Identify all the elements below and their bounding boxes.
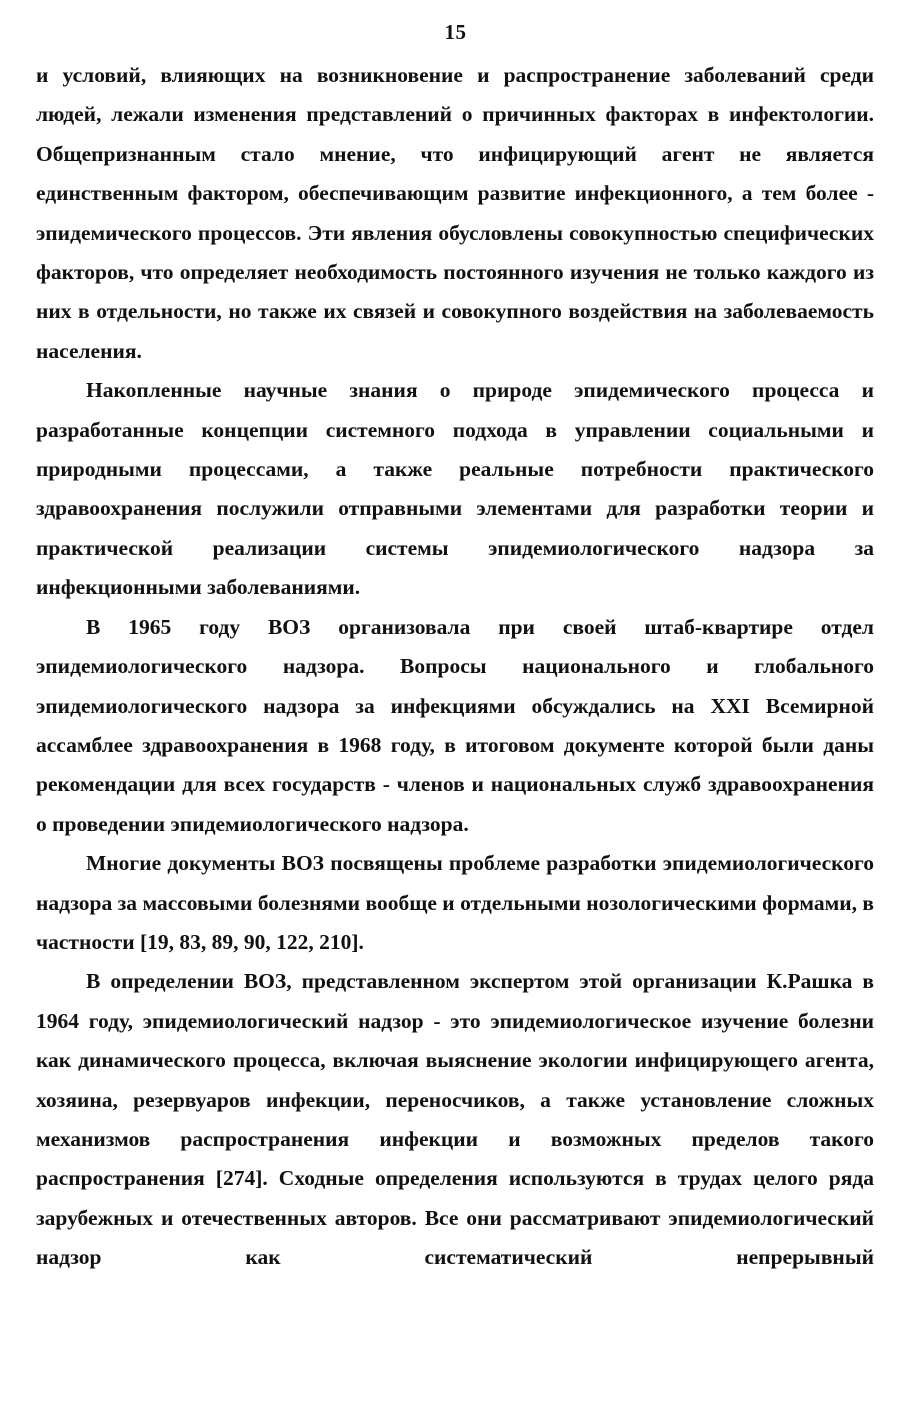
page-number: 15 bbox=[444, 20, 467, 44]
document-body bbox=[36, 56, 874, 1278]
paragraph-who-1965: В 1965 году ВОЗ организовала при своей штаб-квартире отдел эпидемиологического надзора. Вопросы национального и глобального эпидемиологического надзора за инфекциями обсуждались на XXI Всемирной ассамблее здравоохранения в 1968 году, в итоговом документе которой были даны рекомендации для всех государств - членов и национальных служб здравоохранения о проведении эпидемиологического надзора. bbox=[36, 614, 874, 836]
paragraph-who-definition: В определении ВОЗ, представленном экспертом этой организации К.Рашка в 1964 году, эпидемиологический надзор - это эпидемиологическое изучение болезни как динамического процесса, включая выяснение экологии инфицирующего агента, хозяина, резервуаров инфекции, переносчиков, а также установление сложных механизмов распространения инфекции и возможных пределов такого распространения [274]. Сходные определения используются в трудах целого ряда зарубежных и отечественных авторов. Все они рассматривают эпидемиологический надзор как систематический непрерывный bbox=[36, 969, 874, 1270]
paragraph-continuation: и условий, влияющих на возникновение и распространение заболеваний среди людей, лежали изменения представлений о причинных факторах в инфектологии. Общепризнанным стало мнение, что инфицирующий агент не является единственным фактором, обеспечивающим развитие инфекционного, а тем более - эпидемического процессов. Эти явления обусловлены совокупностью специфических факторов, что определяет необходимость постоянного изучения не только каждого из них в отдельности, но также их связей и совокупного воздействия на заболеваемость населения. bbox=[36, 63, 874, 363]
paragraph-scientific-knowledge: Накопленные научные знания о природе эпидемического процесса и разработанные концепции системного подхода в управлении социальными и природными процессами, а также реальные потребности практического здравоохранения послужили отправными элементами для разработки теории и практической реализации системы эпидемиологического надзора за инфекционными заболеваниями. bbox=[36, 378, 874, 600]
paragraph-who-documents: Многие документы ВОЗ посвящены проблеме разработки эпидемиологического надзора за массовыми болезнями вообще и отдельными нозологическими формами, в частности [19, 83, 89, 90, 122, 210]. bbox=[36, 851, 874, 954]
